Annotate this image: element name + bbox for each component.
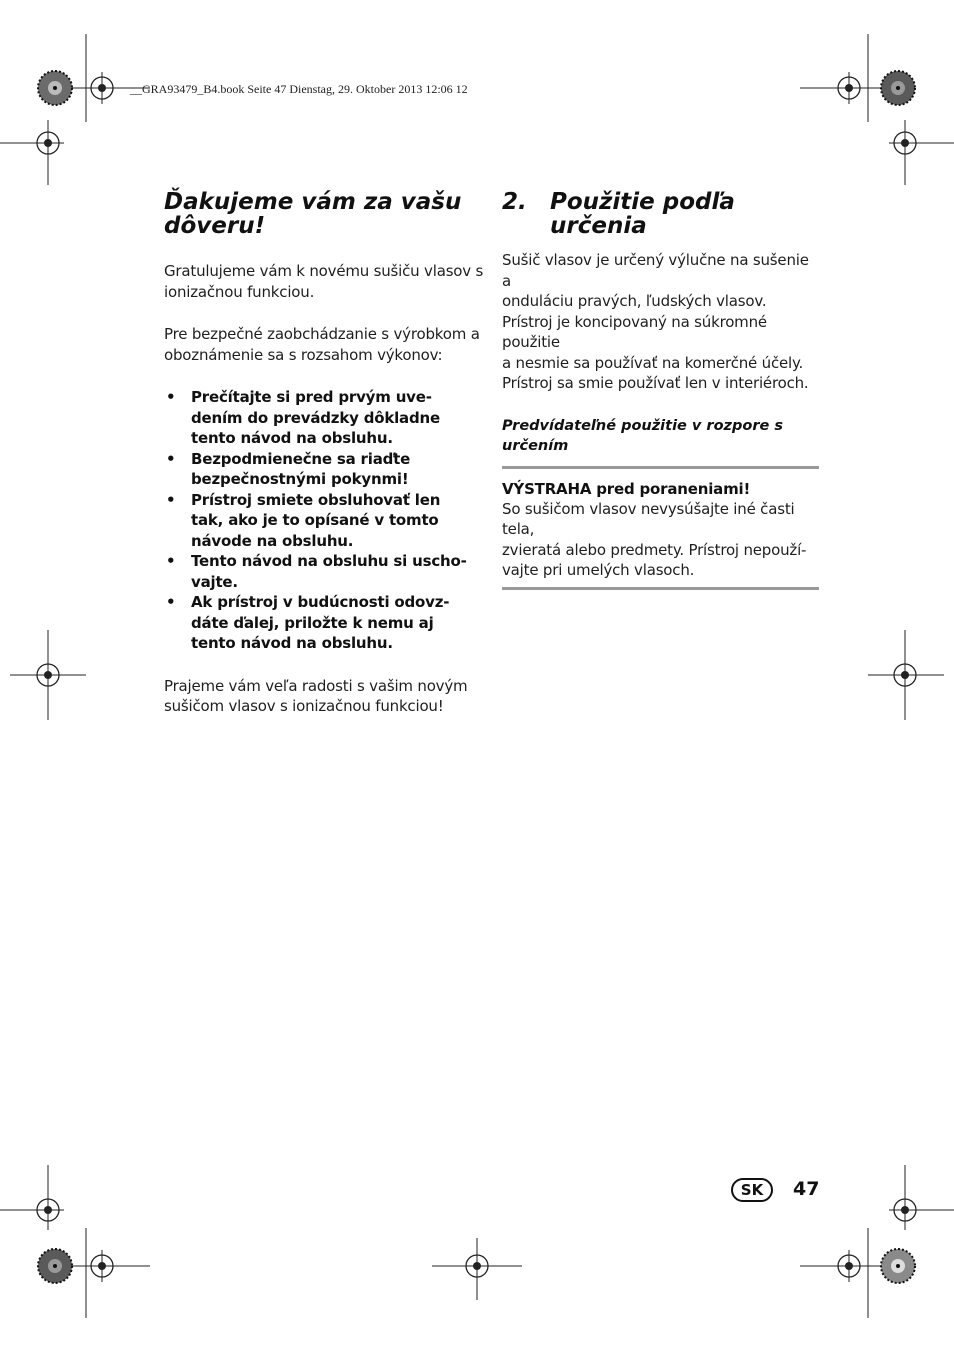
print-slug: __GRA93479_B4.book Seite 47 Dienstag, 29. Oktober 2013 12:06 12 — [130, 82, 468, 96]
left-column — [164, 190, 484, 717]
registration-target-icon — [86, 1250, 118, 1282]
color-wheel-icon — [881, 71, 915, 105]
list-item: • Bezpodmienečne sa riaďte bezpečnostnými pokynmi! — [166, 449, 411, 488]
thanks-heading-line: Ďakujeme vám za vašu — [164, 189, 462, 215]
usage-paragraph: Sušič vlasov je určený výlučne na sušenie a onduláciu pravých, ľudských vlasov. Prístroj je koncipovaný na súkromné použitie a nesmie sa používať na komerčné účely. Prístroj sa smie používať len v interiéroch. — [502, 251, 809, 392]
intro-paragraph: Gratulujeme vám k novému sušiču vlasov s ionizačnou funkciou. — [164, 262, 484, 301]
registration-target-icon — [32, 659, 64, 691]
page-number: 47 — [793, 1178, 820, 1200]
color-wheel-icon — [881, 1249, 915, 1283]
registration-target-icon — [833, 72, 865, 104]
instruction-list — [164, 387, 484, 654]
registration-target-icon — [461, 1250, 493, 1282]
list-item: • Prístroj smiete obsluhovať len tak, ako je to opísané v tomto návode na obsluhu. — [166, 490, 441, 550]
list-item: • Tento návod na obsluhu si uscho- vajte. — [166, 552, 467, 591]
closing-paragraph: Prajeme vám veľa radosti s vašim novým sušičom vlasov s ionizačnou funkciou! — [164, 676, 468, 715]
safety-paragraph: Pre bezpečné zaobchádzanie s výrobkom a oboznámenie sa s rozsahom výkonov: — [164, 325, 480, 364]
registration-target-icon — [833, 1250, 865, 1282]
bullet-dot: • — [166, 449, 176, 468]
thanks-heading — [164, 190, 484, 238]
bullet-dot: • — [166, 593, 176, 611]
usage-heading-text: Použitie podľa určenia — [550, 189, 735, 239]
registration-target-icon — [86, 72, 118, 104]
warning-title: VÝSTRAHA pred poraneniami! — [502, 479, 751, 498]
warning-paragraph: So sušičom vlasov nevysúšajte iné časti tela, zvieratá alebo predmety. Prístroj nepouží- vajte pri umelých vlasoch. — [502, 499, 807, 579]
registration-target-icon — [32, 1194, 64, 1226]
bullet-dot: • — [166, 388, 176, 406]
registration-target-icon — [889, 127, 921, 159]
registration-target-icon — [32, 127, 64, 159]
warning-bottom-rule — [502, 587, 819, 590]
list-item: • Prečítajte si pred prvým uve- dením do prevádzky dôkladne tento návod na obsluhu. — [166, 388, 440, 447]
section-number: 2. — [502, 189, 527, 215]
bullet-dot: • — [166, 490, 176, 509]
language-badge: SK — [731, 1178, 773, 1202]
registration-target-icon — [889, 659, 921, 691]
misuse-subheading: Predvídateľné použitie v rozpore s určením — [502, 417, 783, 454]
right-column — [502, 190, 819, 590]
usage-heading — [502, 190, 819, 238]
registration-target-icon — [889, 1194, 921, 1226]
list-item: • Ak prístroj v budúcnosti odovz- dáte ďalej, priložte k nemu aj tento návod na obsluhu. — [166, 593, 450, 652]
color-wheel-icon — [38, 1249, 72, 1283]
bullet-dot: • — [166, 552, 176, 570]
color-wheel-icon — [38, 71, 72, 105]
thanks-heading-line: dôveru! — [164, 213, 266, 239]
